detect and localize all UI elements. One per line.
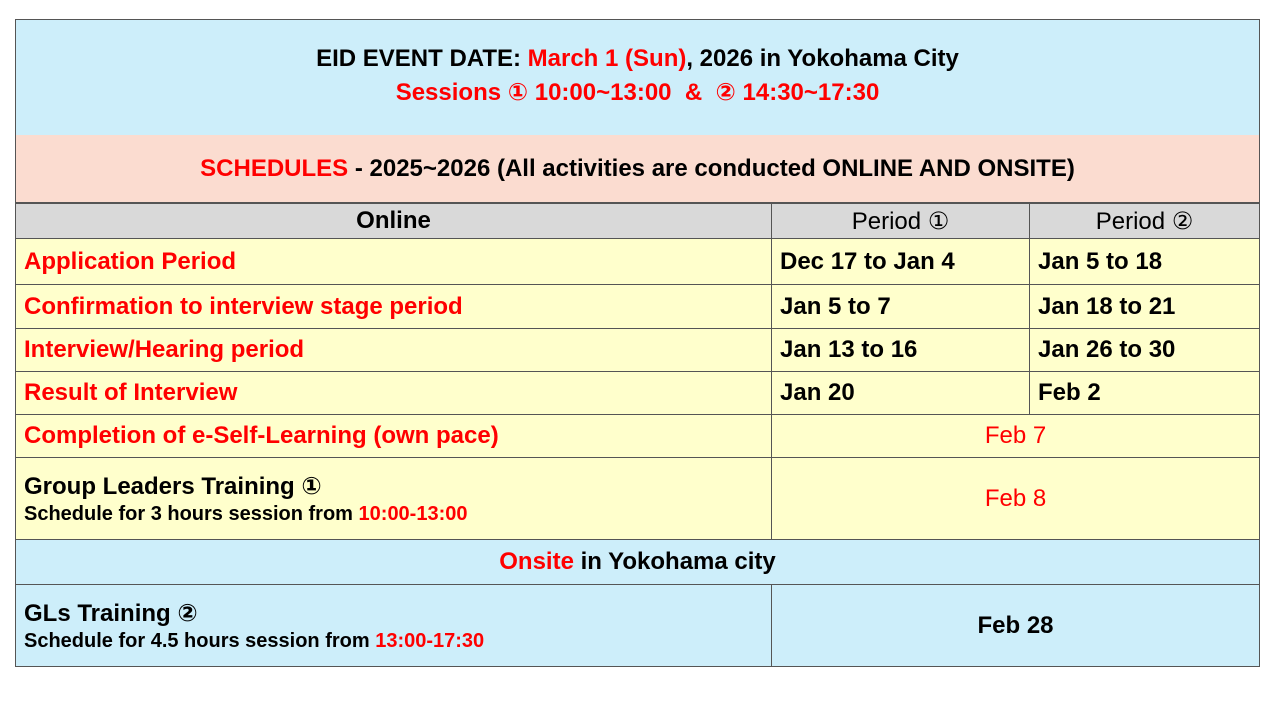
schedule-table <box>15 203 1260 667</box>
gl-training1-row <box>16 458 1260 540</box>
event-location: , 2026 in Yokohama City <box>686 45 959 72</box>
schedules-title: SCHEDULES <box>200 155 349 182</box>
completion-label: Completion of e-Self-Learning (own pace) <box>16 415 772 458</box>
event-header <box>15 19 1260 136</box>
period2-date: Jan 26 to 30 <box>1030 329 1260 372</box>
column-header-online: Online <box>16 204 772 239</box>
gl-training2-cell <box>16 585 772 667</box>
period1-date: Dec 17 to Jan 4 <box>772 239 1030 285</box>
gl-training2-schedule <box>24 630 763 653</box>
gl-training1-date: Feb 8 <box>772 458 1260 540</box>
gl-training1-time: 10:00-13:00 <box>358 502 468 525</box>
period1-date: Jan 5 to 7 <box>772 285 1030 329</box>
event-date-line <box>16 45 1259 73</box>
event-date-prefix: EID EVENT DATE: <box>316 45 528 72</box>
event-date: March 1 (Sun) <box>527 45 687 72</box>
table-header-row <box>16 204 1260 239</box>
period1-date: Jan 13 to 16 <box>772 329 1030 372</box>
gl-training1-schedule <box>24 503 763 526</box>
onsite-heading <box>16 540 1260 585</box>
row-label: Result of Interview <box>16 372 772 415</box>
onsite-row <box>16 540 1260 585</box>
gl-training2-row <box>16 585 1260 667</box>
table-row <box>16 285 1260 329</box>
gl-training2-schedule-text: Schedule for 4.5 hours session from <box>24 629 376 652</box>
row-label: Confirmation to interview stage period <box>16 285 772 329</box>
gl-training2-label: GLs Training ② <box>24 599 198 627</box>
table-row <box>16 329 1260 372</box>
completion-row <box>16 415 1260 458</box>
period2-date: Feb 2 <box>1030 372 1260 415</box>
onsite-label: Onsite <box>499 548 574 575</box>
schedules-subtitle: - 2025~2026 (All activities are conducted ONLINE AND ONSITE) <box>348 155 1075 182</box>
onsite-location: in Yokohama city <box>573 548 776 575</box>
table-row <box>16 372 1260 415</box>
column-header-period2: Period ② <box>1030 204 1260 239</box>
column-header-period1: Period ① <box>772 204 1030 239</box>
gl-training2-time: 13:00-17:30 <box>375 629 485 652</box>
row-label: Application Period <box>16 239 772 285</box>
schedules-banner <box>15 135 1260 203</box>
period2-date: Jan 18 to 21 <box>1030 285 1260 329</box>
row-label: Interview/Hearing period <box>16 329 772 372</box>
gl-training1-label: Group Leaders Training ① <box>24 472 322 500</box>
completion-date: Feb 7 <box>772 415 1260 458</box>
gl-training1-cell <box>16 458 772 540</box>
period1-date: Jan 20 <box>772 372 1030 415</box>
period2-date: Jan 5 to 18 <box>1030 239 1260 285</box>
gl-training1-schedule-text: Schedule for 3 hours session from <box>24 502 359 525</box>
sessions-line: Sessions ① 10:00~13:00 & ② 14:30~17:30 <box>395 79 880 106</box>
table-row <box>16 239 1260 285</box>
gl-training2-date: Feb 28 <box>772 585 1260 667</box>
